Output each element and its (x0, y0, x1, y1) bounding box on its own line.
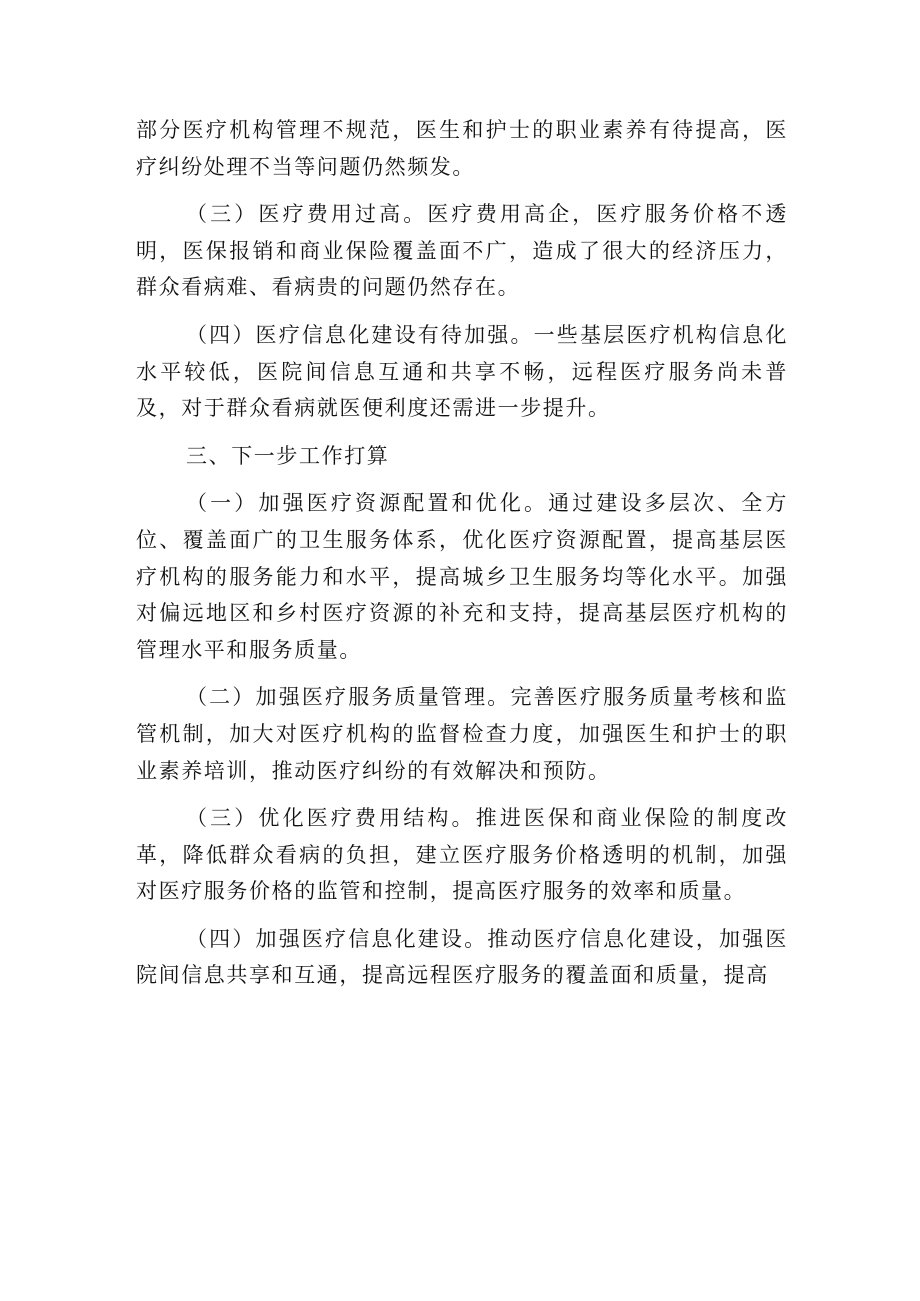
paragraph-resource-allocation: （一）加强医疗资源配置和优化。通过建设多层次、全方位、覆盖面广的卫生服务体系，优化医疗资源配置，提高基层医疗机构的服务能力和水平，提高城乡卫生服务均等化水平。加强对偏远地区和乡村医疗资源的补充和支持，提高基层医疗机构的管理水平和服务质量。 (136, 491, 788, 662)
paragraph-cost-structure: （三）优化医疗费用结构。推进医保和商业保险的制度改革，降低群众看病的负担，建立医疗服务价格透明的机制，加强对医疗服务价格的监管和控制，提高医疗服务的效率和质量。 (136, 806, 788, 904)
paragraph-quality-management: （二）加强医疗服务质量管理。完善医疗服务质量考核和监管机制，加大对医疗机构的监督检查力度，加强医生和护士的职业素养培训，推动医疗纠纷的有效解决和预防。 (136, 685, 788, 783)
paragraph-medical-costs: （三）医疗费用过高。医疗费用高企，医疗服务价格不透明，医保报销和商业保险覆盖面不广，造成了很大的经济压力，群众看病难、看病贵的问题仍然存在。 (136, 202, 788, 300)
paragraph-informatization-plan: （四）加强医疗信息化建设。推动医疗信息化建设，加强医院间信息共享和互通，提高远程医疗服务的覆盖面和质量，提高 (136, 926, 788, 988)
document-page (136, 112, 788, 1005)
paragraph-informatization: （四）医疗信息化建设有待加强。一些基层医疗机构信息化水平较低，医院间信息互通和共享不畅，远程医疗服务尚未普及，对于群众看病就医便利度还需进一步提升。 (136, 322, 788, 421)
paragraph-continued: 部分医疗机构管理不规范，医生和护士的职业素养有待提高，医疗纠纷处理不当等问题仍然频发。 (136, 118, 788, 179)
section-heading-next-steps: 三、下一步工作打算 (186, 443, 390, 468)
